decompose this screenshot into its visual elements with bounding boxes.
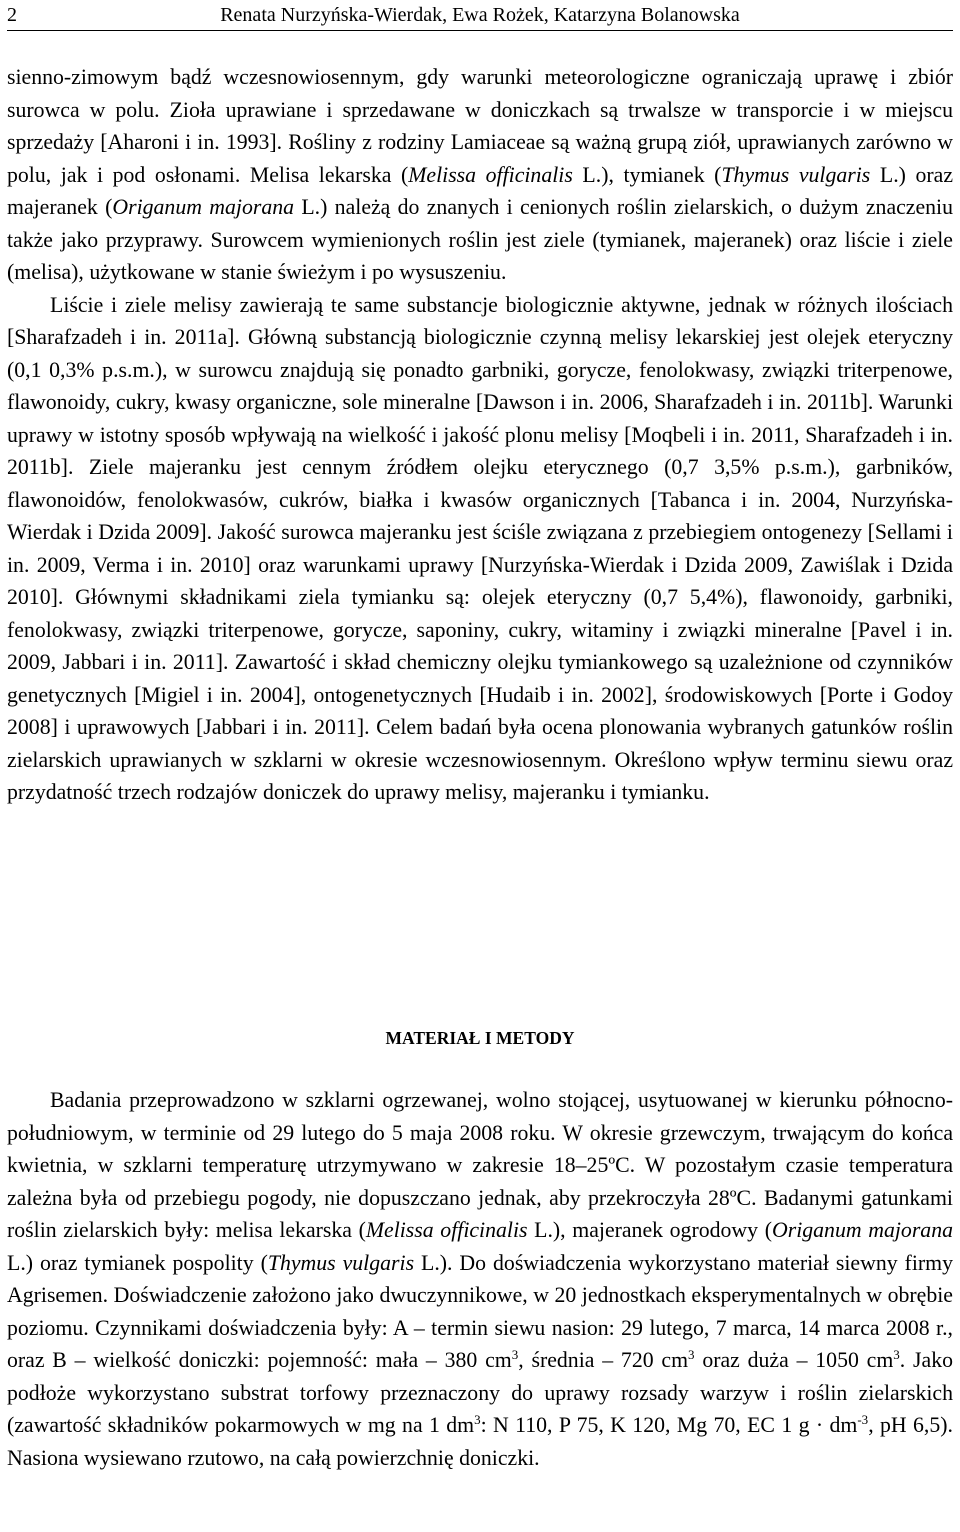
paragraph-methods [7,1084,953,1474]
header-authors: Renata Nurzyńska-Wierdak, Ewa Rożek, Katarzyna Bolanowska [220,4,740,26]
paragraph-composition: Liście i ziele melisy zawierają te same substancje biologicznie aktywne, jednak w różnych ilościach [Sharafzadeh i in. 2011a]. Główną substancją biologicznie czynną melisy lekarskiej jest olejek eteryczny (0,1 0,3% p.s.m.), w surowcu znajdują się ponadto garbniki, gorycze, fenolokwasy, związki triterpenowe, flawonoidy, cukry, kwasy organiczne, sole mineralne [Dawson i in. 2006, Sharafzadeh i in. 2011b]. Warunki uprawy w istotny sposób wpływają na wielkość i jakość plonu melisy [Moqbeli i in. 2011, Sharafzadeh i in. 2011b]. Ziele majeranku jest cennym źródłem olejku eterycznego (0,7 3,5% p.s.m.), garbników, flawonoidów, fenolokwasów, cukrów, białka i kwasów organicznych [Tabanca i in. 2004, Nurzyńska-Wierdak i Dzida 2009]. Jakość surowca majeranku jest ściśle związana z przebiegiem ontogenezy [Sellami i in. 2009, Verma i in. 2010] oraz warunkami uprawy [Nurzyńska-Wierdak i Dzida 2009, Zawiślak i Dzida 2010]. Głównymi składnikami ziela tymianku są: olejek eteryczny (0,7 5,4%), flawonoidy, garbniki, fenolokwasy, związki triterpenowe, gorycze, saponiny, cukry, witaminy i związki mineralne [Pavel i in. 2009, Jabbari i in. 2011]. Zawartość i skład chemiczny olejku tymiankowego są uzależnione od czynników genetycznych [Migiel i in. 2004], ontogenetycznych [Hudaib i in. 2002], środowiskowych [Porte i Godoy 2008] i uprawowych [Jabbari i in. 2011]. Celem badań była ocena plonowania wybranych gatunków roślin zielarskich uprawianych w szklarni w okresie wczesnowiosennym. Określono wpływ terminu siewu oraz przydatność trzech rodzajów doniczek do uprawy melisy, majeranku i tymianku. [7,292,953,804]
species-name: Melissa officinalis [365,1218,528,1242]
superscript: 3 [511,1347,519,1362]
species-name: Origanum majorana [771,1218,953,1242]
text-run: : N 110, P 75, K 120, Mg 70, EC 1 g · dm [480,1413,858,1437]
running-header [7,0,953,31]
species-name: Thymus vulgaris [721,162,871,187]
text-run: L.) oraz tymianek pospolity ( [7,1250,268,1275]
species-name: Thymus vulgaris [267,1250,415,1275]
text-run: . Jako podłoże wykorzystano substrat torfowy przeznaczony do uprawy rozsady warzyw i roślin zielarskich (zawartość składników pokarmowych w mg na 1 dm [7,1348,953,1437]
text-run: L.), tymianek ( [572,162,722,187]
text-run: oraz duża – 1050 cm [694,1348,894,1372]
section-heading: MATERIAŁ I METODY [385,1028,575,1048]
text-run: , średnia – 720 cm [518,1348,689,1372]
text-run: L.), majeranek ogrodowy ( [527,1218,772,1242]
superscript: -3 [857,1412,869,1427]
text-run: sienno-zimowym bądź wczesnowiosennym, gdy warunki meteorologiczne ograniczają uprawę i zbiór surowca w polu. Zioła uprawiane i sprzedawane w doniczkach są trwalsze w transporcie i w miejscu sprzedaży [Aharoni i in. 1993]. Rośliny z rodziny Lamiaceae są ważną grupą ziół, uprawianych zarówno w polu, jak i pod osłonami. Melisa lekarska ( [7,65,953,187]
page-number: 2 [7,4,17,26]
species-name: Origanum majorana [112,195,295,219]
species-name: Melissa officinalis [408,162,573,187]
text-run: L.). Do doświadczenia wykorzystano materiał siewny firmy Agrisemen. Doświadczenie założono jako dwuczynnikowe, w 20 jednostkach eksperymentalnych w obrębie poziomu. Czynnikami doświadczenia były: A – termin siewu nasion: 29 lutego, 7 marca, 14 marca 2008 r., oraz B – wielkość doniczki: pojemność: mała – 380 cm [7,1250,953,1372]
text-run: L.) należą do znanych i cenionych roślin zielarskich, o dużym znaczeniu także jako przyprawy. Surowcem wymienionych roślin jest ziele (tymianek, majeranek) oraz liście i ziele (melisa), użytkowane w stanie świeżym i po wysuszeniu. [7,195,953,284]
text-run: L.) oraz majeranek ( [7,162,953,219]
superscript: 3 [688,1347,695,1362]
paragraph-intro [7,61,953,289]
text-run: , pH 6,5). Nasiona wysiewano rzutowo, na całą powierzchnię doniczki. [7,1413,953,1470]
superscript: 3 [474,1412,481,1427]
text-run: Badania przeprowadzono w szklarni ogrzewanej, wolno stojącej, usytuowanej w kierunku północno-południowym, w terminie od 29 lutego do 5 maja 2008 roku. W okresie grzewczym, trwającym do końca kwietnia, w szklarni temperaturę utrzymywano w zakresie 18–25ºC. W pozostałym czasie temperatura zależna była od przebiegu pogody, nie dopuszczano jednak, aby przekroczyła 28ºC. Badanymi gatunkami roślin zielarskich były: melisa lekarska ( [7,1088,953,1242]
superscript: 3 [893,1347,900,1362]
